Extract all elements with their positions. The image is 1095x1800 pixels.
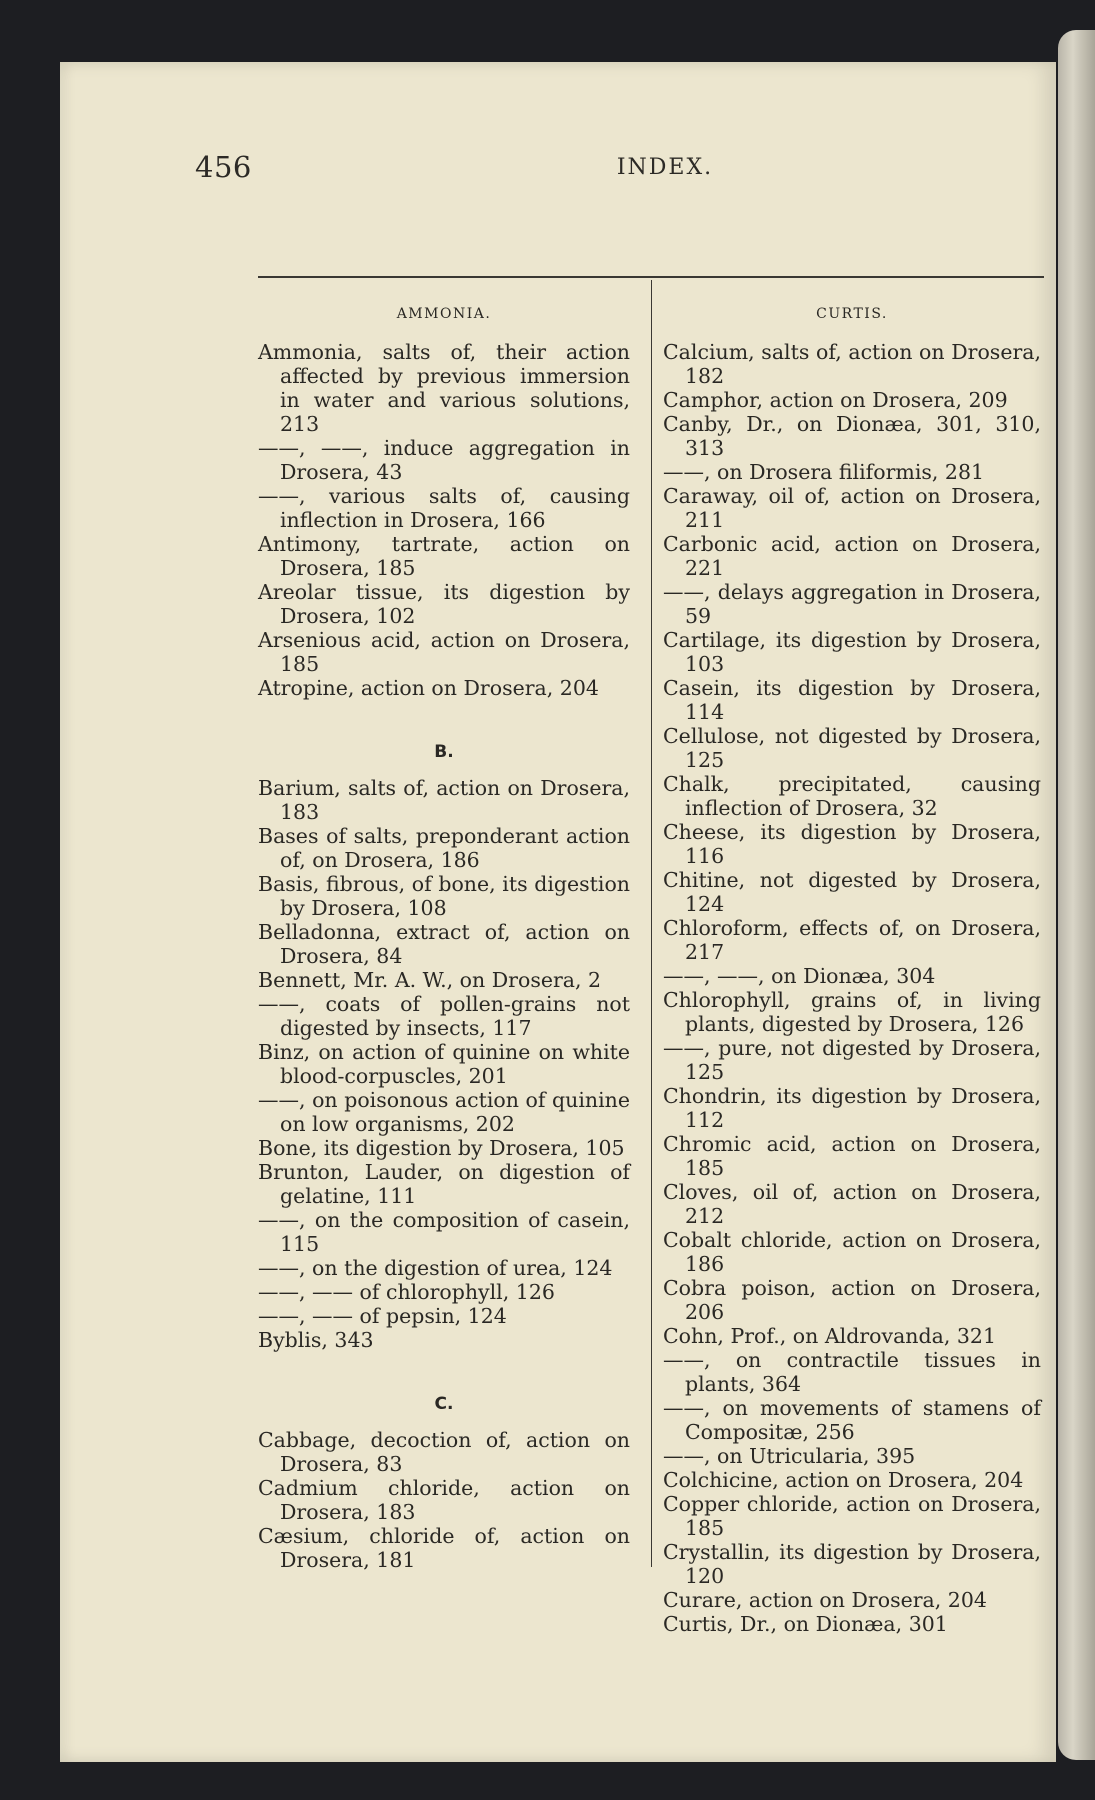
header-rule xyxy=(258,276,1044,278)
page-number: 456 xyxy=(195,150,252,184)
index-entry: ——, —— of pepsin, 124 xyxy=(258,1304,507,1328)
index-entry: Cellulose, not digested by Drosera, 125 xyxy=(663,724,1041,772)
index-entry: Cobalt chloride, action on Drosera, 186 xyxy=(663,1228,1041,1276)
index-entry: Calcium, salts of, action on Drosera, 182 xyxy=(663,340,1041,388)
index-entry: ——, delays aggregation in Drosera, 59 xyxy=(663,580,1041,628)
index-entry: Crystallin, its digestion by Drosera, 120 xyxy=(663,1540,1041,1588)
index-entry: Cheese, its digestion by Drosera, 116 xyxy=(663,820,1041,868)
index-entry: Chalk, precipitated, causing inflection of Drosera, 32 xyxy=(663,772,1041,820)
index-entry: Byblis, 343 xyxy=(258,1328,374,1352)
index-entry: Antimony, tartrate, action on Drosera, 185 xyxy=(258,532,630,580)
index-entry: Curare, action on Drosera, 204 xyxy=(663,1588,987,1612)
index-entry: Chlorophyll, grains of, in living plants, digested by Drosera, 126 xyxy=(663,988,1041,1036)
running-head xyxy=(195,150,1045,190)
index-entry: Camphor, action on Drosera, 209 xyxy=(663,388,1008,412)
index-entry: Bone, its digestion by Drosera, 105 xyxy=(258,1136,625,1160)
index-entry: ——, on poisonous action of quinine on low organisms, 202 xyxy=(258,1088,630,1136)
index-entry: ——, on contractile tissues in plants, 364 xyxy=(663,1348,1041,1396)
index-entry: Areolar tissue, its digestion by Drosera, 102 xyxy=(258,580,630,628)
index-entry: Casein, its digestion by Drosera, 114 xyxy=(663,676,1041,724)
index-entry: ——, pure, not digested by Drosera, 125 xyxy=(663,1036,1041,1084)
index-entry: Cobra poison, action on Drosera, 206 xyxy=(663,1276,1041,1324)
index-entry: Brunton, Lauder, on digestion of gelatine, 111 xyxy=(258,1160,630,1208)
section-letter: C. xyxy=(434,1394,454,1414)
index-entry: Atropine, action on Drosera, 204 xyxy=(258,676,599,700)
index-entry: Bases of salts, preponderant action of, on Drosera, 186 xyxy=(258,824,630,872)
right-entries xyxy=(663,340,1041,1636)
index-entry: Copper chloride, action on Drosera, 185 xyxy=(663,1492,1041,1540)
index-entry: Binz, on action of quinine on white blood-corpuscles, 201 xyxy=(258,1040,630,1088)
index-entry: Curtis, Dr., on Dionæa, 301 xyxy=(663,1612,948,1636)
index-entry: Cadmium chloride, action on Drosera, 183 xyxy=(258,1476,630,1524)
index-entry: Cohn, Prof., on Aldrovanda, 321 xyxy=(663,1324,997,1348)
index-entry: Caraway, oil of, action on Drosera, 211 xyxy=(663,484,1041,532)
index-entry: Carbonic acid, action on Drosera, 221 xyxy=(663,532,1041,580)
section-letter: B. xyxy=(434,742,454,762)
index-entry: Belladonna, extract of, action on Drosera, 84 xyxy=(258,920,630,968)
index-entry: ——, on the digestion of urea, 124 xyxy=(258,1256,613,1280)
running-title: INDEX. xyxy=(616,155,714,180)
column-divider xyxy=(651,280,652,1567)
index-entry: ——, ——, on Dionæa, 304 xyxy=(663,964,936,988)
index-entry: Cartilage, its digestion by Drosera, 103 xyxy=(663,628,1041,676)
index-entry: ——, on Utricularia, 395 xyxy=(663,1444,916,1468)
left-column xyxy=(258,298,630,1572)
index-entry: Barium, salts of, action on Drosera, 183 xyxy=(258,776,630,824)
index-entry: ——, ——, induce aggregation in Drosera, 43 xyxy=(258,436,630,484)
index-entry: ——, coats of pollen-grains not digested by insects, 117 xyxy=(258,992,630,1040)
index-entry: ——, on Drosera filiformis, 281 xyxy=(663,460,985,484)
index-entry: Canby, Dr., on Dionæa, 301, 310, 313 xyxy=(663,412,1041,460)
index-entry: Chondrin, its digestion by Drosera, 112 xyxy=(663,1084,1041,1132)
right-column xyxy=(663,298,1041,1636)
index-entry: Chloroform, effects of, on Drosera, 217 xyxy=(663,916,1041,964)
index-entry: Cloves, oil of, action on Drosera, 212 xyxy=(663,1180,1041,1228)
index-entry: Cæsium, chloride of, action on Drosera, 181 xyxy=(258,1524,630,1572)
index-entry: Chromic acid, action on Drosera, 185 xyxy=(663,1132,1041,1180)
index-entry: Arsenious acid, action on Drosera, 185 xyxy=(258,628,630,676)
index-entry: ——, —— of chlorophyll, 126 xyxy=(258,1280,555,1304)
index-entry: Chitine, not digested by Drosera, 124 xyxy=(663,868,1041,916)
index-entry: Bennett, Mr. A. W., on Drosera, 2 xyxy=(258,968,602,992)
index-entry: ——, on the composition of casein, 115 xyxy=(258,1208,630,1256)
index-entry: Colchicine, action on Drosera, 204 xyxy=(663,1468,1024,1492)
index-entry: ——, on movements of stamens of Compositæ, 256 xyxy=(663,1396,1041,1444)
index-entry: Ammonia, salts of, their action affected by previous immersion in water and various solutions, 213 xyxy=(258,340,630,436)
left-catchword: AMMONIA. xyxy=(396,306,492,322)
right-catchword: CURTIS. xyxy=(816,306,888,322)
left-sections xyxy=(258,340,630,1572)
index-entry: ——, various salts of, causing inflection in Drosera, 166 xyxy=(258,484,630,532)
index-entry: Cabbage, decoction of, action on Drosera, 83 xyxy=(258,1428,630,1476)
index-entry: Basis, fibrous, of bone, its digestion by Drosera, 108 xyxy=(258,872,630,920)
book-edge xyxy=(1058,30,1095,1760)
